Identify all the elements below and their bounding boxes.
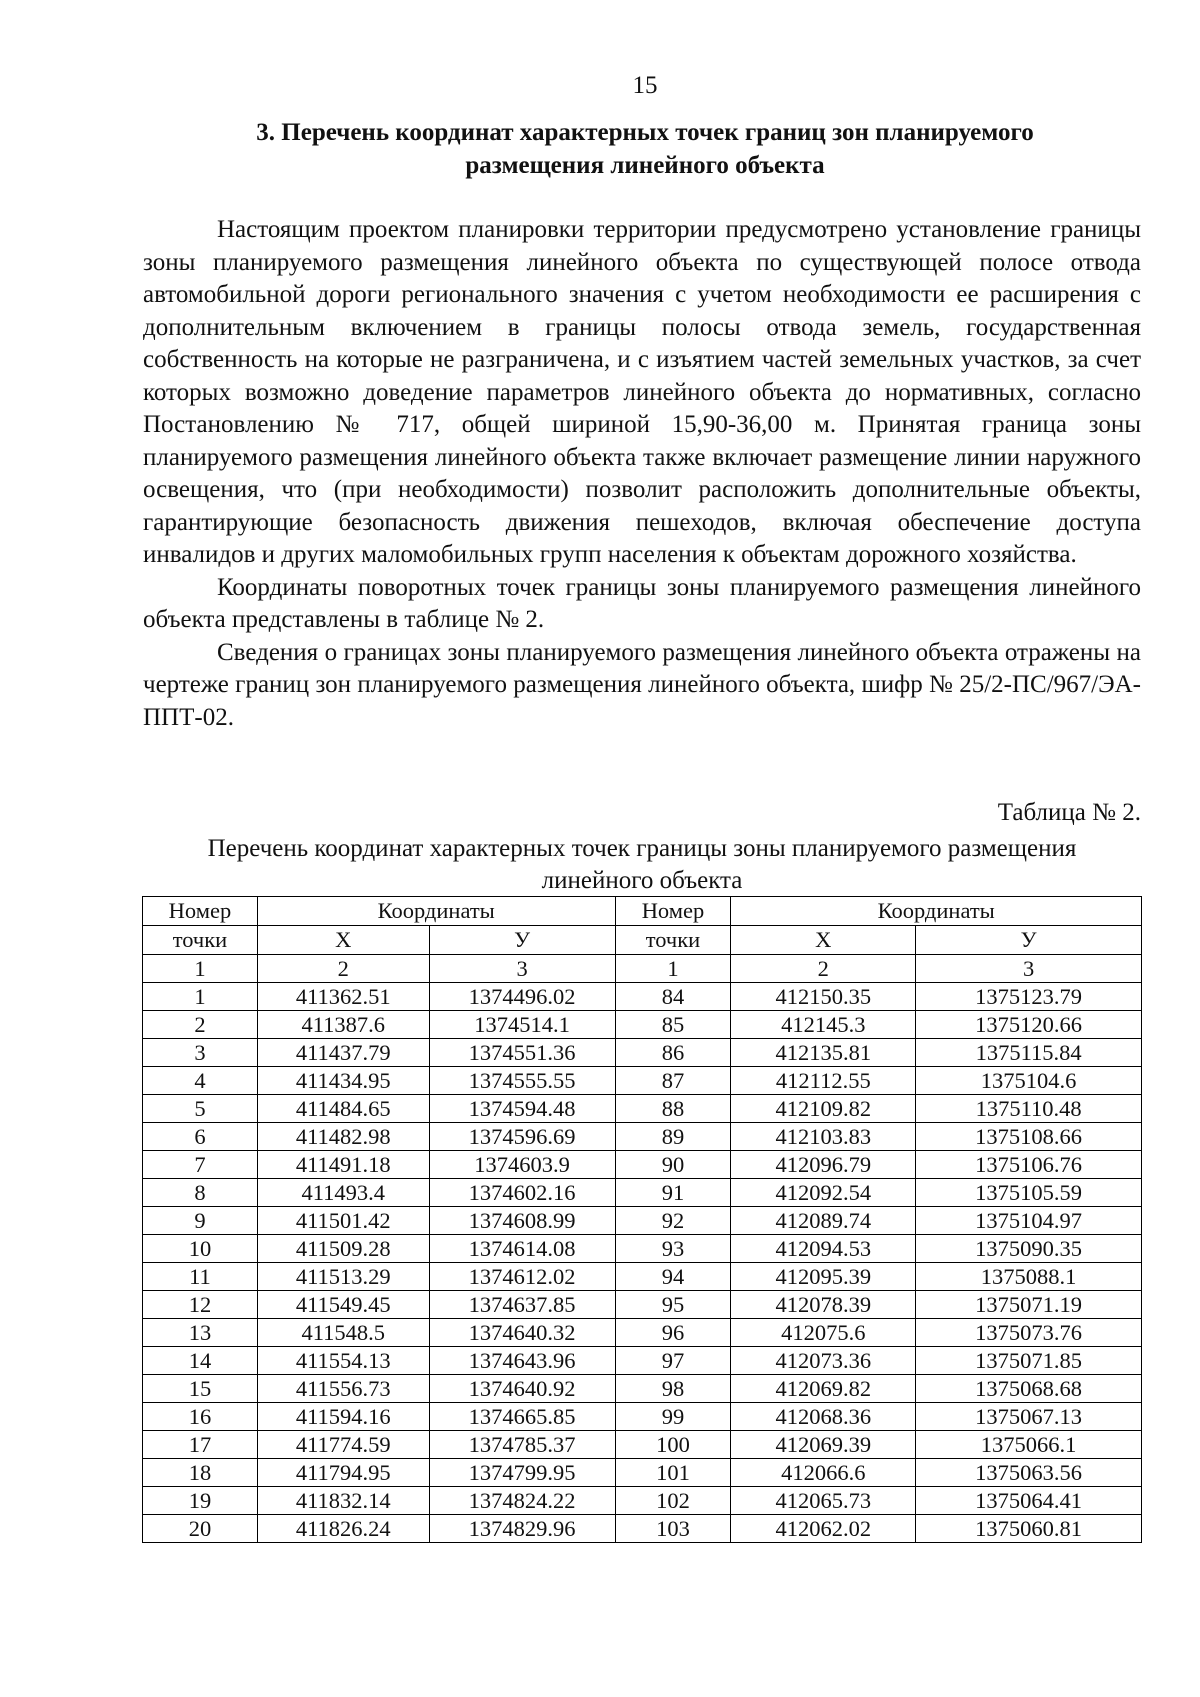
paragraph: Сведения о границах зоны планируемого размещения линейного объекта отражены на чертеже границ зон планируемого размещения линейного объекта, шифр № 25/2-ПС/967/ЭА-ППТ-02.	[143, 638, 1141, 731]
table-cell: 1374551.36	[429, 1039, 615, 1067]
table-cell: 412103.83	[731, 1123, 916, 1151]
table-cell: 412078.39	[731, 1291, 916, 1319]
table-cell: 1375105.59	[916, 1179, 1142, 1207]
table-row	[143, 1095, 1142, 1123]
table-cell: 103	[615, 1515, 731, 1543]
header-y: У	[429, 926, 615, 955]
table-cell: 11	[143, 1263, 258, 1291]
table-cell: 1374640.92	[429, 1375, 615, 1403]
table-cell: 1375067.13	[916, 1403, 1142, 1431]
table-cell: 87	[615, 1067, 731, 1095]
table-cell: 411832.14	[257, 1487, 429, 1515]
table-cell: 411493.4	[257, 1179, 429, 1207]
table-cell: 1374665.85	[429, 1403, 615, 1431]
table-cell: 1375060.81	[916, 1515, 1142, 1543]
table-cell: 1375120.66	[916, 1011, 1142, 1039]
table-cell: 7	[143, 1151, 258, 1179]
table-cell: 13	[143, 1319, 258, 1347]
header-number-top: Номер	[615, 897, 731, 926]
table-cell: 1374596.69	[429, 1123, 615, 1151]
table-cell: 93	[615, 1235, 731, 1263]
table-cell: 3	[143, 1039, 258, 1067]
table-cell: 412066.6	[731, 1459, 916, 1487]
table-row	[143, 1431, 1142, 1459]
table-cell: 412068.36	[731, 1403, 916, 1431]
table-cell: 411554.13	[257, 1347, 429, 1375]
table-cell: 95	[615, 1291, 731, 1319]
table-cell: 1374594.48	[429, 1095, 615, 1123]
table-cell: 18	[143, 1459, 258, 1487]
table-cell: 1374643.96	[429, 1347, 615, 1375]
table-row	[143, 1067, 1142, 1095]
header-number-top: Номер	[143, 897, 258, 926]
table-cell: 1375115.84	[916, 1039, 1142, 1067]
table-cell: 1375068.68	[916, 1375, 1142, 1403]
table-cell: 1374496.02	[429, 983, 615, 1011]
table-cell: 411482.98	[257, 1123, 429, 1151]
table-cell: 9	[143, 1207, 258, 1235]
table-cell: 411549.45	[257, 1291, 429, 1319]
paragraph: Координаты поворотных точек границы зоны планируемого размещения линейного объекта представлены в таблице № 2.	[143, 573, 1141, 633]
header-coordinates: Координаты	[731, 897, 1142, 926]
table-row	[143, 1263, 1142, 1291]
table-header-row	[143, 926, 1142, 955]
table-cell: 1375106.76	[916, 1151, 1142, 1179]
table-cell: 412150.35	[731, 983, 916, 1011]
table-row	[143, 1291, 1142, 1319]
table-cell: 1374799.95	[429, 1459, 615, 1487]
table-cell: 412109.82	[731, 1095, 916, 1123]
table-cell: 10	[143, 1235, 258, 1263]
table-cell: 1375066.1	[916, 1431, 1142, 1459]
table-cell: 88	[615, 1095, 731, 1123]
table-header-row	[143, 897, 1142, 926]
table-cell: 1374785.37	[429, 1431, 615, 1459]
table-row	[143, 1123, 1142, 1151]
table-row	[143, 1319, 1142, 1347]
table-row	[143, 1375, 1142, 1403]
table-cell: 2	[257, 955, 429, 983]
table-cell: 1375108.66	[916, 1123, 1142, 1151]
table-caption-line-1: Перечень координат характерных точек границы зоны планируемого размещения	[207, 835, 1077, 862]
table-cell: 1375071.19	[916, 1291, 1142, 1319]
table-cell: 1374829.96	[429, 1515, 615, 1543]
table-cell: 412092.54	[731, 1179, 916, 1207]
table-cell: 412095.39	[731, 1263, 916, 1291]
table-row	[143, 1151, 1142, 1179]
table-cell: 5	[143, 1095, 258, 1123]
table-cell: 412096.79	[731, 1151, 916, 1179]
table-cell: 412145.3	[731, 1011, 916, 1039]
table-cell: 3	[429, 955, 615, 983]
table-row	[143, 955, 1142, 983]
table-row	[143, 1347, 1142, 1375]
table-cell: 412062.02	[731, 1515, 916, 1543]
page-number: 15	[632, 72, 658, 99]
table-cell: 412112.55	[731, 1067, 916, 1095]
table-cell: 412094.53	[731, 1235, 916, 1263]
table-cell: 1374824.22	[429, 1487, 615, 1515]
table-cell: 411513.29	[257, 1263, 429, 1291]
table-cell: 100	[615, 1431, 731, 1459]
table-cell: 14	[143, 1347, 258, 1375]
table-cell: 1375104.6	[916, 1067, 1142, 1095]
table-cell: 411509.28	[257, 1235, 429, 1263]
table-cell: 1375073.76	[916, 1319, 1142, 1347]
table-cell: 1	[143, 955, 258, 983]
table-cell: 86	[615, 1039, 731, 1067]
table-cell: 1374637.85	[429, 1291, 615, 1319]
section-heading	[180, 116, 1110, 182]
table-cell: 20	[143, 1515, 258, 1543]
table-cell: 12	[143, 1291, 258, 1319]
table-cell: 99	[615, 1403, 731, 1431]
section-heading-line-1: 3. Перечень координат характерных точек границ зон планируемого	[256, 119, 1034, 146]
table-cell: 4	[143, 1067, 258, 1095]
table-cell: 101	[615, 1459, 731, 1487]
table-row	[143, 1207, 1142, 1235]
table-cell: 85	[615, 1011, 731, 1039]
table-cell: 1375063.56	[916, 1459, 1142, 1487]
table-caption	[143, 833, 1141, 897]
table-cell: 411556.73	[257, 1375, 429, 1403]
table-cell: 411774.59	[257, 1431, 429, 1459]
table-cell: 1374612.02	[429, 1263, 615, 1291]
table-row	[143, 1179, 1142, 1207]
table-cell: 1375064.41	[916, 1487, 1142, 1515]
header-y: У	[916, 926, 1142, 955]
table-cell: 411387.6	[257, 1011, 429, 1039]
table-cell: 1375110.48	[916, 1095, 1142, 1123]
table-cell: 84	[615, 983, 731, 1011]
table-cell: 411484.65	[257, 1095, 429, 1123]
table-row	[143, 1459, 1142, 1487]
table-cell: 411362.51	[257, 983, 429, 1011]
table-cell: 412089.74	[731, 1207, 916, 1235]
table-row	[143, 1403, 1142, 1431]
table-caption-line-2: линейного объекта	[541, 867, 743, 894]
table-cell: 102	[615, 1487, 731, 1515]
table-cell: 92	[615, 1207, 731, 1235]
table-cell: 1374640.32	[429, 1319, 615, 1347]
table-cell: 411434.95	[257, 1067, 429, 1095]
table-cell: 15	[143, 1375, 258, 1403]
table-cell: 412069.82	[731, 1375, 916, 1403]
table-cell: 1374514.1	[429, 1011, 615, 1039]
table-row	[143, 1235, 1142, 1263]
table-cell: 6	[143, 1123, 258, 1151]
header-number-bottom: точки	[143, 926, 258, 955]
coordinates-table	[142, 896, 1142, 1543]
table-cell: 1374608.99	[429, 1207, 615, 1235]
table-cell: 1374603.9	[429, 1151, 615, 1179]
header-x: Х	[257, 926, 429, 955]
table-cell: 96	[615, 1319, 731, 1347]
table-cell: 1374614.08	[429, 1235, 615, 1263]
table-cell: 1374555.55	[429, 1067, 615, 1095]
table-cell: 411491.18	[257, 1151, 429, 1179]
table-cell: 16	[143, 1403, 258, 1431]
section-heading-line-2: размещения линейного объекта	[465, 152, 825, 179]
table-cell: 1374602.16	[429, 1179, 615, 1207]
header-number-bottom: точки	[615, 926, 731, 955]
body-text	[143, 214, 1141, 734]
table-cell: 411437.79	[257, 1039, 429, 1067]
table-cell: 411548.5	[257, 1319, 429, 1347]
table-cell: 97	[615, 1347, 731, 1375]
table-cell: 90	[615, 1151, 731, 1179]
table-cell: 94	[615, 1263, 731, 1291]
table-cell: 19	[143, 1487, 258, 1515]
table-cell: 1	[143, 983, 258, 1011]
table-cell: 1375090.35	[916, 1235, 1142, 1263]
table-cell: 2	[731, 955, 916, 983]
paragraph: Настоящим проектом планировки территории предусмотрено установление границы зоны планируемого размещения линейного объекта по существующей полосе отвода автомобильной дороги регионального значения с учетом необходимости ее расширения с дополнительным включением в границы полосы отвода земель, государственная собственность на которые не разграничена, и с изъятием частей земельных участков, за счет которых возможно доведение параметров линейного объекта до нормативных, согласно Постановлению № 717, общей шириной 15,90-36,00 м. Принятая граница зоны планируемого размещения линейного объекта также включает размещение линии наружного освещения, что (при необходимости) позволит расположить дополнительные объекты, гарантирующие безопасность движения пешеходов, включая обеспечение доступа инвалидов и других маломобильных групп населения к объектам дорожного хозяйства.	[143, 216, 1141, 568]
table-cell: 89	[615, 1123, 731, 1151]
table-cell: 411501.42	[257, 1207, 429, 1235]
header-x: Х	[731, 926, 916, 955]
table-cell: 98	[615, 1375, 731, 1403]
table-cell: 412065.73	[731, 1487, 916, 1515]
table-cell: 412075.6	[731, 1319, 916, 1347]
table-cell: 412073.36	[731, 1347, 916, 1375]
table-row	[143, 1487, 1142, 1515]
table-cell: 17	[143, 1431, 258, 1459]
table-cell: 91	[615, 1179, 731, 1207]
table-cell: 8	[143, 1179, 258, 1207]
table-cell: 411826.24	[257, 1515, 429, 1543]
table-cell: 1375104.97	[916, 1207, 1142, 1235]
table-row	[143, 983, 1142, 1011]
table-cell: 1375088.1	[916, 1263, 1142, 1291]
table-cell: 411794.95	[257, 1459, 429, 1487]
table-row	[143, 1039, 1142, 1067]
table-cell: 1375071.85	[916, 1347, 1142, 1375]
table-cell: 3	[916, 955, 1142, 983]
table-cell: 412069.39	[731, 1431, 916, 1459]
table-cell: 2	[143, 1011, 258, 1039]
table-row	[143, 1011, 1142, 1039]
table-cell: 1375123.79	[916, 983, 1142, 1011]
table-cell: 411594.16	[257, 1403, 429, 1431]
table-number: Таблица № 2.	[997, 799, 1141, 826]
header-coordinates: Координаты	[257, 897, 615, 926]
table-cell: 1	[615, 955, 731, 983]
table-body	[143, 955, 1142, 1543]
table-row	[143, 1515, 1142, 1543]
table-cell: 412135.81	[731, 1039, 916, 1067]
